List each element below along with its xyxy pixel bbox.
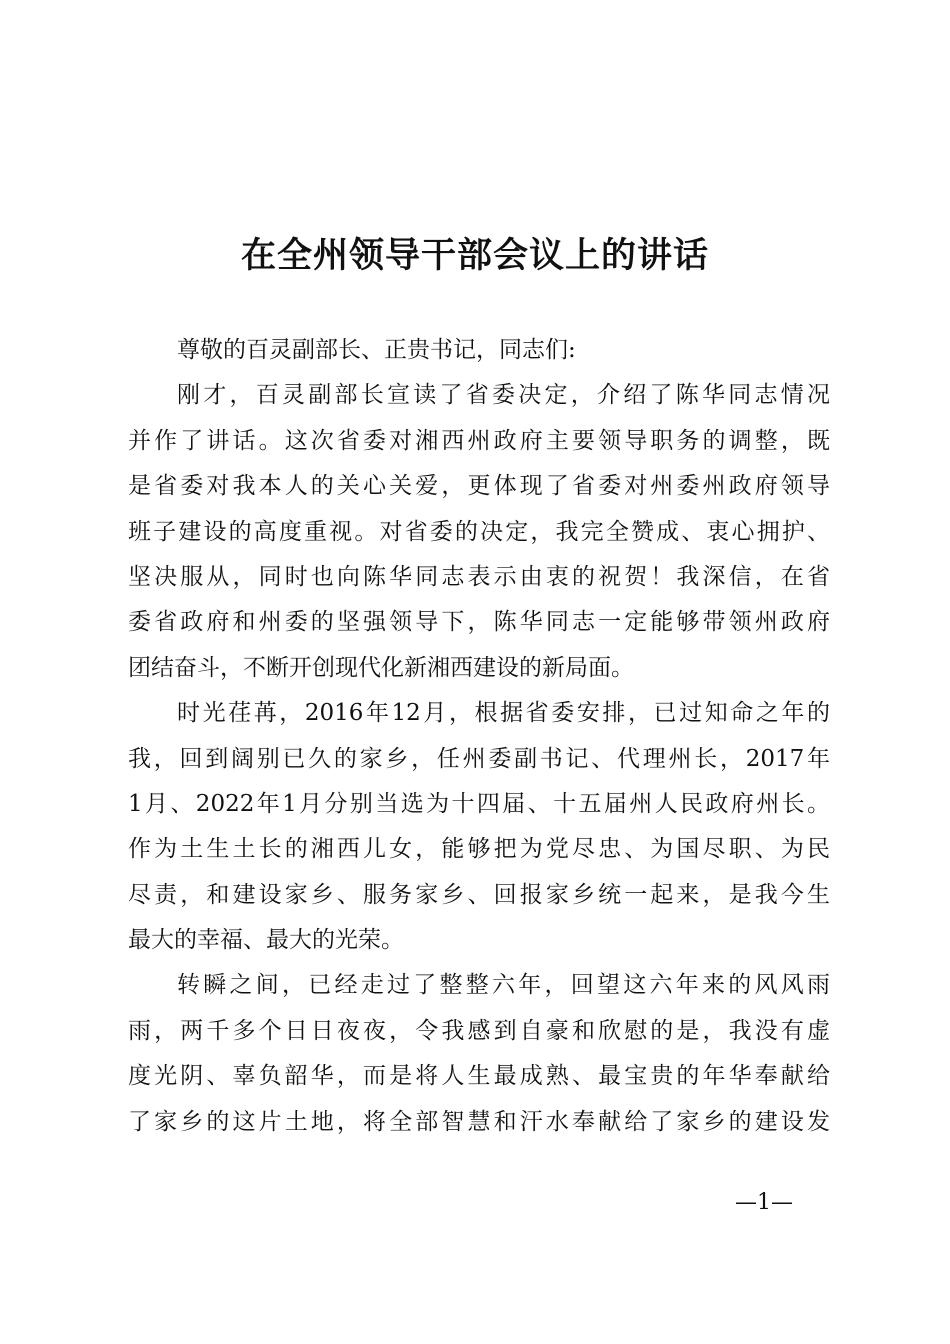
- paragraph-3-line-2: 雨，两千多个日日夜夜，令我感到自豪和欣慰的是，我没有虚: [128, 1017, 830, 1044]
- salutation-line: 尊敬的百灵副部长、正贵书记，同志们:: [177, 337, 576, 363]
- paragraph-2-line-1: 时光荏苒，2016年12月，根据省委安排，已过知命之年的: [177, 700, 830, 727]
- paragraph-1-line-6: 委省政府和州委的坚强领导下，陈华同志一定能够带领州政府: [128, 609, 830, 636]
- page-number: —1—: [735, 1190, 793, 1215]
- paragraph-1-line-5: 坚决服从，同时也向陈华同志表示由衷的祝贺！我深信，在省: [128, 563, 830, 590]
- paragraph-2-line-6: 最大的幸福、最大的光荣。: [128, 927, 404, 954]
- paragraph-1-line-1: 刚才，百灵副部长宣读了省委决定，介绍了陈华同志情况: [177, 382, 830, 409]
- paragraph-2-line-4: 作为土生土长的湘西儿女，能够把为党尽忠、为国尽职、为民: [128, 836, 830, 863]
- paragraph-1-line-2: 并作了讲话。这次省委对湘西州政府主要领导职务的调整，既: [128, 427, 830, 454]
- paragraph-1-line-4: 班子建设的高度重视。对省委的决定，我完全赞成、衷心拥护、: [128, 518, 830, 545]
- paragraph-1-line-3: 是省委对我本人的关心关爱，更体现了省委对州委州政府领导: [128, 473, 830, 500]
- paragraph-3-line-1: 转瞬之间，已经走过了整整六年，回望这六年来的风风雨: [177, 972, 830, 999]
- paragraph-2-line-2: 我，回到阔别已久的家乡，任州委副书记、代理州长，2017年: [128, 745, 830, 772]
- paragraph-1-line-7: 团结奋斗，不断开创现代化新湘西建设的新局面。: [128, 654, 634, 681]
- document-title: 在全州领导干部会议上的讲话: [240, 235, 709, 276]
- paragraph-2-line-3: 1月、2022年1月分别当选为十四届、十五届州人民政府州长。: [128, 790, 830, 817]
- paragraph-3-line-3: 度光阴、辜负韶华，而是将人生最成熟、最宝贵的年华奉献给: [128, 1063, 830, 1090]
- paragraph-2-line-5: 尽责，和建设家乡、服务家乡、回报家乡统一起来，是我今生: [128, 881, 830, 908]
- paragraph-3-line-4: 了家乡的这片土地，将全部智慧和汗水奉献给了家乡的建设发: [128, 1108, 830, 1135]
- document-body: [128, 328, 830, 1145]
